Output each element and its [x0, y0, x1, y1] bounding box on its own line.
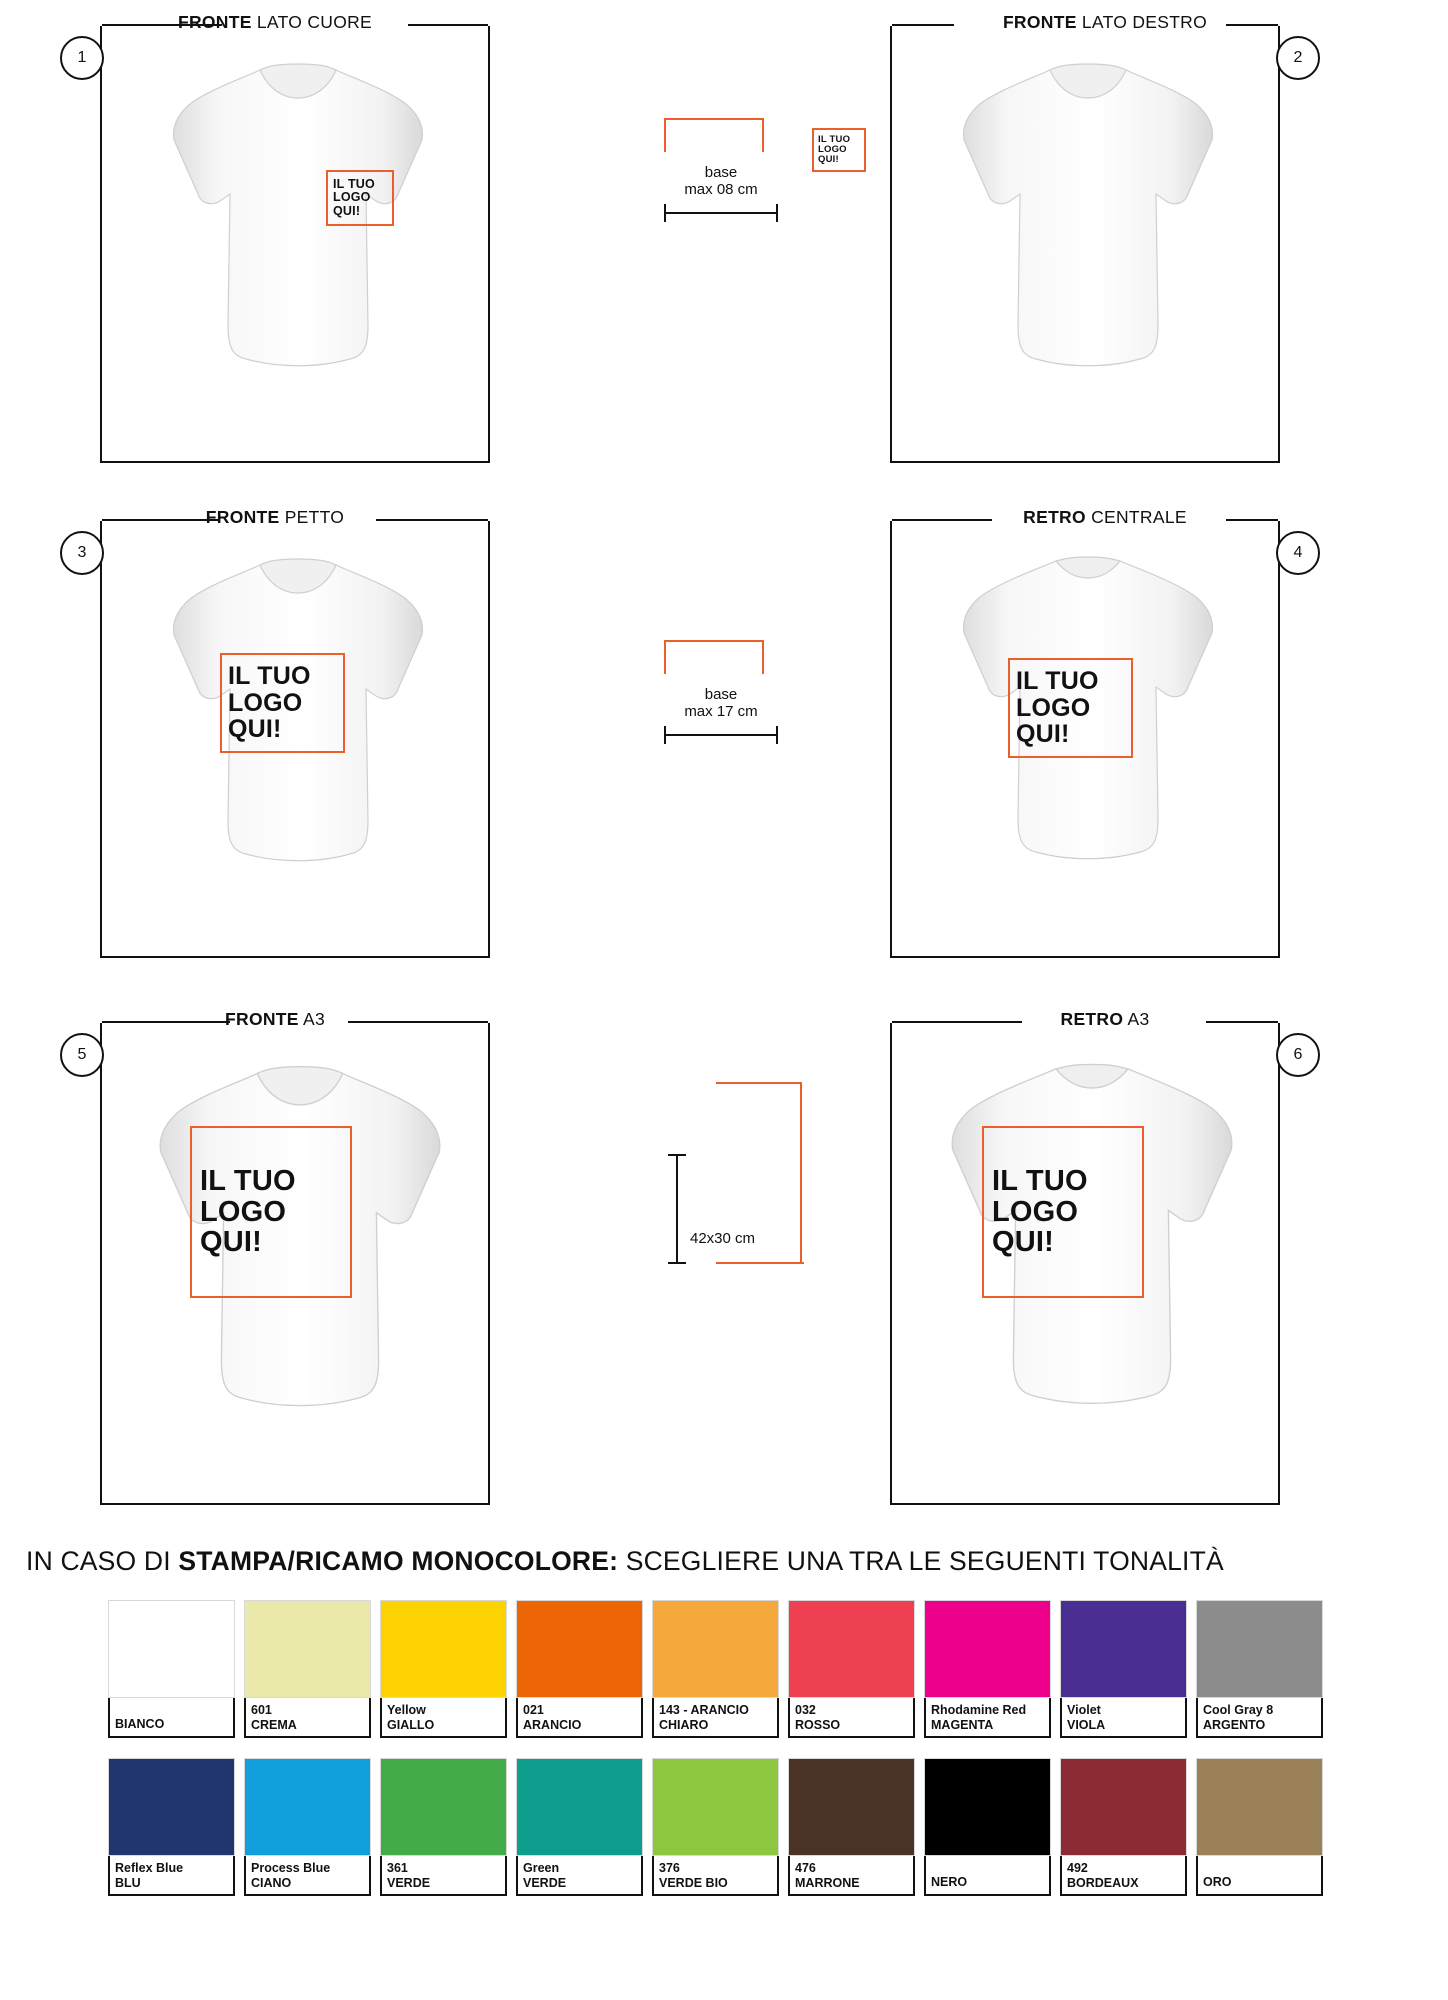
swatch-chip: [652, 1758, 779, 1856]
measure-cap-bottom: [668, 1262, 686, 1264]
swatch-code: Green: [523, 1860, 560, 1875]
logo-line-1: IL TUO: [228, 662, 311, 691]
measure-dimension-line-vertical: [676, 1154, 678, 1264]
swatch-chip: [380, 1758, 507, 1856]
panel-number-badge: [1276, 1033, 1320, 1077]
tshirt-front-illustration: [958, 56, 1218, 386]
swatch-label: [924, 1698, 1051, 1738]
swatch-name: ROSSO: [795, 1718, 841, 1732]
swatch-chip: [380, 1600, 507, 1698]
swatch-label: [1196, 1698, 1323, 1738]
swatch-viola[interactable]: [1060, 1600, 1187, 1738]
panel-fronte-lato-cuore: [60, 8, 490, 463]
swatch-code: 376: [659, 1860, 680, 1875]
swatch-label: [380, 1856, 507, 1896]
colors-heading-suffix: SCEGLIERE UNA TRA LE SEGUENTI TONALITÀ: [618, 1546, 1224, 1576]
logo-line-2: LOGO: [228, 688, 303, 717]
logo-line-1: IL TUO: [1016, 667, 1099, 696]
measure-cap-top: [668, 1154, 686, 1156]
measure-base-17: [656, 640, 786, 750]
swatch-chip: [924, 1758, 1051, 1856]
panel-title: [60, 1009, 490, 1030]
measure-label-line1: base: [704, 686, 738, 703]
panel-title: [60, 12, 490, 33]
swatch-rosso[interactable]: [788, 1600, 915, 1738]
swatch-verde-361[interactable]: [380, 1758, 507, 1896]
panel-retro-a3: [890, 1005, 1320, 1505]
swatch-name: MAGENTA: [931, 1718, 994, 1732]
panel-title: [890, 1009, 1320, 1030]
logo-placement-box: [982, 1126, 1144, 1298]
panel-number-badge: [60, 36, 104, 80]
swatch-label: [380, 1698, 507, 1738]
panel-retro-centrale: [890, 503, 1320, 958]
swatch-chip: [244, 1758, 371, 1856]
logo-line-1: IL TUO: [333, 177, 375, 192]
logo-placement-box: [812, 128, 866, 172]
panel-title-bold: FRONTE: [1002, 12, 1077, 32]
measure-cap-right: [776, 204, 778, 222]
logo-placement-box: [190, 1126, 352, 1298]
swatch-name: CREMA: [251, 1718, 297, 1732]
swatch-giallo[interactable]: [380, 1600, 507, 1738]
swatch-blu[interactable]: [108, 1758, 235, 1896]
measure-bracket-bottom: [716, 1262, 804, 1264]
swatch-label: [244, 1856, 371, 1896]
panel-title-bold: FRONTE: [225, 1009, 299, 1029]
measure-label: [690, 1230, 800, 1247]
swatch-label: [1060, 1698, 1187, 1738]
swatch-chip: [788, 1758, 915, 1856]
panel-number: 2: [1293, 49, 1303, 66]
swatch-name: NERO: [931, 1874, 968, 1889]
measure-dimension-line: [664, 734, 778, 736]
swatch-chip: [652, 1600, 779, 1698]
swatch-magenta[interactable]: [924, 1600, 1051, 1738]
swatch-label: [1060, 1856, 1187, 1896]
logo-line-2: LOGO: [1016, 693, 1091, 722]
swatch-name: BORDEAUX: [1067, 1876, 1139, 1890]
panel-title-bold: FRONTE: [205, 507, 280, 527]
swatch-name: ORO: [1203, 1874, 1232, 1889]
swatch-chip: [1060, 1758, 1187, 1856]
swatch-chip: [788, 1600, 915, 1698]
swatch-name: MARRONE: [795, 1876, 860, 1890]
panel-title-bold: RETRO: [1060, 1009, 1124, 1029]
panel-title-rest: A3: [302, 1009, 325, 1029]
swatch-code: 492: [1067, 1860, 1088, 1875]
swatch-label: [652, 1698, 779, 1738]
panel-number-badge: [60, 531, 104, 575]
swatch-name: VERDE: [387, 1876, 431, 1890]
swatch-name: VERDE: [523, 1876, 567, 1890]
swatch-oro[interactable]: [1196, 1758, 1323, 1896]
measure-dimension-line: [664, 212, 778, 214]
swatch-name: VERDE BIO: [659, 1876, 728, 1890]
swatch-chip: [1060, 1600, 1187, 1698]
panel-title: [890, 12, 1320, 33]
swatch-bianco[interactable]: [108, 1600, 235, 1738]
measure-label: [656, 686, 786, 721]
logo-line-3: QUI!: [992, 1226, 1055, 1259]
swatch-name: GIALLO: [387, 1718, 435, 1732]
swatch-code: 476: [795, 1860, 816, 1875]
swatch-code: 361: [387, 1860, 408, 1875]
swatch-label: [244, 1698, 371, 1738]
measure-cap-left: [664, 726, 666, 744]
swatch-chip: [516, 1758, 643, 1856]
swatch-label: [788, 1856, 915, 1896]
measure-base-08: [656, 118, 786, 228]
swatch-arancio[interactable]: [516, 1600, 643, 1738]
swatch-code: 021: [523, 1702, 544, 1717]
panel-fronte-petto: [60, 503, 490, 958]
panel-title-bold: FRONTE: [177, 12, 252, 32]
swatch-chip: [1196, 1758, 1323, 1856]
swatch-arancio-chiaro[interactable]: [652, 1600, 779, 1738]
swatch-row-2: [108, 1758, 1344, 1896]
swatch-verde-bio[interactable]: [652, 1758, 779, 1896]
swatch-verde-green[interactable]: [516, 1758, 643, 1896]
swatch-code: Rhodamine Red: [931, 1702, 1027, 1717]
panel-number: 4: [1293, 544, 1303, 561]
logo-line-2: LOGO: [200, 1195, 287, 1228]
panel-number-badge: [1276, 531, 1320, 575]
measure-label-line2: max 08 cm: [684, 181, 758, 199]
logo-line-2: LOGO: [818, 143, 847, 155]
swatch-code: 032: [795, 1702, 816, 1717]
swatch-label: [108, 1698, 235, 1738]
swatch-label: [516, 1698, 643, 1738]
logo-line-3: QUI!: [228, 715, 282, 744]
panel-title-rest: CENTRALE: [1091, 507, 1187, 527]
measure-label-line2: max 17 cm: [684, 703, 758, 721]
swatch-crema[interactable]: [244, 1600, 371, 1738]
measure-bracket: [664, 118, 764, 152]
panel-fronte-a3: [60, 1005, 490, 1505]
swatch-name: BIANCO: [115, 1716, 165, 1731]
swatch-row-1: [108, 1600, 1344, 1738]
swatch-name: CHIARO: [659, 1718, 709, 1732]
colors-heading-prefix: IN CASO DI: [26, 1546, 179, 1576]
measure-cap-right: [776, 726, 778, 744]
swatch-label: [924, 1856, 1051, 1896]
colors-heading-bold: STAMPA/RICAMO MONOCOLORE:: [178, 1546, 619, 1576]
logo-placement-box: [326, 170, 394, 226]
panel-number-badge: [60, 1033, 104, 1077]
logo-placement-box: [1008, 658, 1133, 758]
measure-label: [656, 164, 786, 199]
logo-placement-box: [220, 653, 345, 753]
swatch-label: [108, 1856, 235, 1896]
panel-number-badge: [1276, 36, 1320, 80]
logo-line-3: QUI!: [333, 203, 361, 218]
measure-label-line1: base: [704, 164, 738, 181]
colors-heading: [26, 1546, 1224, 1577]
panel-number: 1: [77, 49, 87, 66]
logo-line-3: QUI!: [200, 1226, 263, 1259]
swatch-ciano[interactable]: [244, 1758, 371, 1896]
swatch-name: VIOLA: [1067, 1718, 1106, 1732]
swatch-label: [516, 1856, 643, 1896]
logo-line-3: QUI!: [818, 154, 839, 166]
measure-bracket: [664, 640, 764, 674]
swatch-bordeaux[interactable]: [1060, 1758, 1187, 1896]
panel-title-rest: A3: [1127, 1009, 1150, 1029]
swatch-chip: [108, 1600, 235, 1698]
swatch-name: ARGENTO: [1203, 1718, 1266, 1732]
swatch-chip: [516, 1600, 643, 1698]
swatch-code: Violet: [1067, 1702, 1101, 1717]
swatch-marrone[interactable]: [788, 1758, 915, 1896]
swatch-code: Cool Gray 8: [1203, 1702, 1274, 1717]
color-swatch-grid: [108, 1600, 1344, 1896]
logo-line-1: IL TUO: [200, 1164, 296, 1197]
logo-line-3: QUI!: [1016, 720, 1070, 749]
panel-number: 5: [77, 1046, 87, 1063]
swatch-label: [1196, 1856, 1323, 1896]
swatch-chip: [108, 1758, 235, 1856]
swatch-code: Reflex Blue: [115, 1860, 184, 1875]
swatch-name: BLU: [115, 1876, 141, 1890]
swatch-label: [788, 1698, 915, 1738]
panel-number: 6: [1293, 1046, 1303, 1063]
swatch-argento[interactable]: [1196, 1600, 1323, 1738]
panel-title: [890, 507, 1320, 528]
panel-title-rest: LATO CUORE: [256, 12, 373, 32]
measure-a3: [656, 1082, 806, 1282]
logo-line-1: IL TUO: [818, 133, 851, 145]
swatch-code: 601: [251, 1702, 272, 1717]
swatch-chip: [244, 1600, 371, 1698]
swatch-chip: [924, 1600, 1051, 1698]
swatch-code: Yellow: [387, 1702, 426, 1717]
swatch-label: [652, 1856, 779, 1896]
panel-number: 3: [77, 544, 87, 561]
swatch-name: ARANCIO: [523, 1718, 582, 1732]
panel-fronte-lato-destro: [818, 8, 1320, 463]
panel-title: [60, 507, 490, 528]
measure-label-line1: 42x30 cm: [690, 1230, 756, 1247]
swatch-chip: [1196, 1600, 1323, 1698]
panel-title-bold: RETRO: [1023, 507, 1086, 527]
panel-title-rest: LATO DESTRO: [1081, 12, 1208, 32]
swatch-nero[interactable]: [924, 1758, 1051, 1896]
panel-title-rest: PETTO: [284, 507, 345, 527]
swatch-code: Process Blue: [251, 1860, 331, 1875]
measure-cap-left: [664, 204, 666, 222]
logo-line-2: LOGO: [992, 1195, 1079, 1228]
logo-line-1: IL TUO: [992, 1164, 1088, 1197]
logo-line-2: LOGO: [333, 190, 371, 205]
swatch-code: 143 - ARANCIO: [659, 1702, 749, 1717]
swatch-name: CIANO: [251, 1876, 292, 1890]
